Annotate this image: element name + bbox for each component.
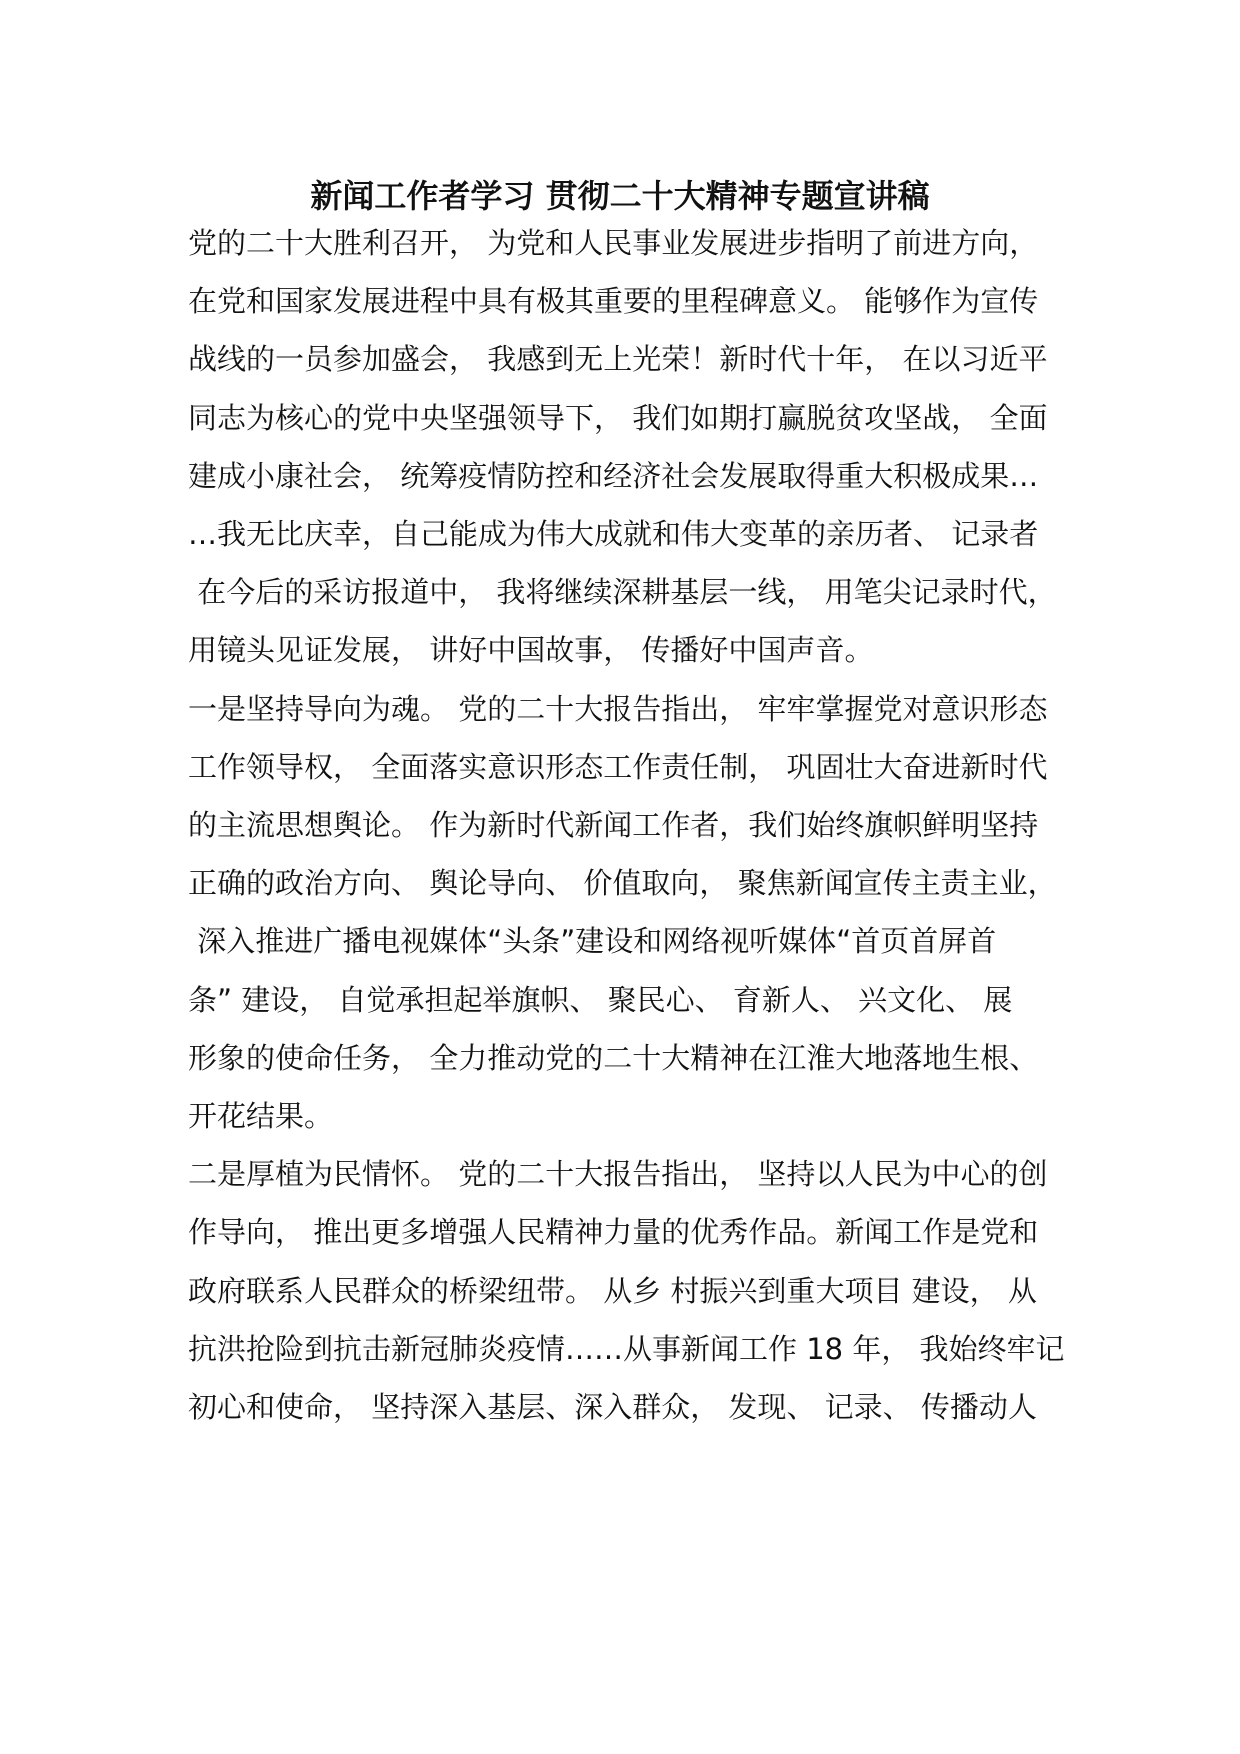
- paragraph-line: 初心和使命， 坚持深入基层、深入群众， 发现、 记录、 传播动人: [188, 1390, 1037, 1424]
- paragraph-line: 工作领导权， 全面落实意识形态工作责任制， 巩固壮大奋进新时代: [188, 749, 1048, 784]
- paragraph-line: …我无比庆幸，自己能成为伟大成就和伟大变革的亲历者、 记录者: [188, 517, 1039, 551]
- document-title: 新闻工作者学习 贯彻二十大精神专题宣讲稿: [310, 177, 930, 215]
- paragraph-line: 深入推进广播电视媒体“头条”建设和网络视听媒体“首页首屏首: [188, 924, 997, 959]
- paragraph-line: 开花结果。: [188, 1099, 334, 1133]
- paragraph-line: 在党和国家发展进程中具有极其重要的里程碑意义。 能够作为宣传: [188, 284, 1039, 319]
- paragraph-line: 一是坚持导向为魂。 党的二十大报告指出， 牢牢掌握党对意识形态: [188, 691, 1048, 726]
- paragraph-line: 党的二十大胜利召开， 为党和人民事业发展进步指明了前进方向，: [188, 226, 1039, 260]
- paragraph-line: 的主流思想舆论。 作为新时代新闻工作者，我们始终旗帜鲜明坚持: [188, 808, 1039, 842]
- paragraph-line: 正确的政治方向、 舆论导向、 价值取向， 聚焦新闻宣传主责主业，: [188, 866, 1057, 901]
- paragraph-line: 二是厚植为民情怀。 党的二十大报告指出， 坚持以人民为中心的创: [188, 1157, 1048, 1192]
- paragraph-line: 在今后的采访报道中， 我将继续深耕基层一线， 用笔尖记录时代，: [188, 575, 1057, 610]
- paragraph-line: 作导向， 推出更多增强人民精神力量的优秀作品。新闻工作是党和: [188, 1215, 1039, 1250]
- paragraph-line: 建成小康社会， 统筹疫情防控和经济社会发展取得重大积极成果…: [188, 458, 1039, 493]
- paragraph-line: 战线的一员参加盛会， 我感到无上光荣！新时代十年， 在以习近平: [188, 342, 1048, 377]
- paragraph-line: 形象的使命任务， 全力推动党的二十大精神在江淮大地落地生根、: [188, 1040, 1039, 1075]
- paragraph-line: 用镜头见证发展， 讲好中国故事， 传播好中国声音。: [188, 633, 874, 668]
- paragraph-line: 政府联系人民群众的桥梁纽带。 从乡 村振兴到重大项目 建设， 从: [188, 1273, 1037, 1308]
- paragraph-line: 抗洪抢险到抗击新冠肺炎疫情……从事新闻工作 18 年， 我始终牢记: [188, 1331, 1065, 1366]
- paragraph-line: 条” 建设， 自觉承担起举旗帜、 聚民心、 育新人、 兴文化、 展: [188, 982, 1013, 1017]
- paragraph-line: 同志为核心的党中央坚强领导下， 我们如期打赢脱贫攻坚战， 全面: [188, 400, 1048, 435]
